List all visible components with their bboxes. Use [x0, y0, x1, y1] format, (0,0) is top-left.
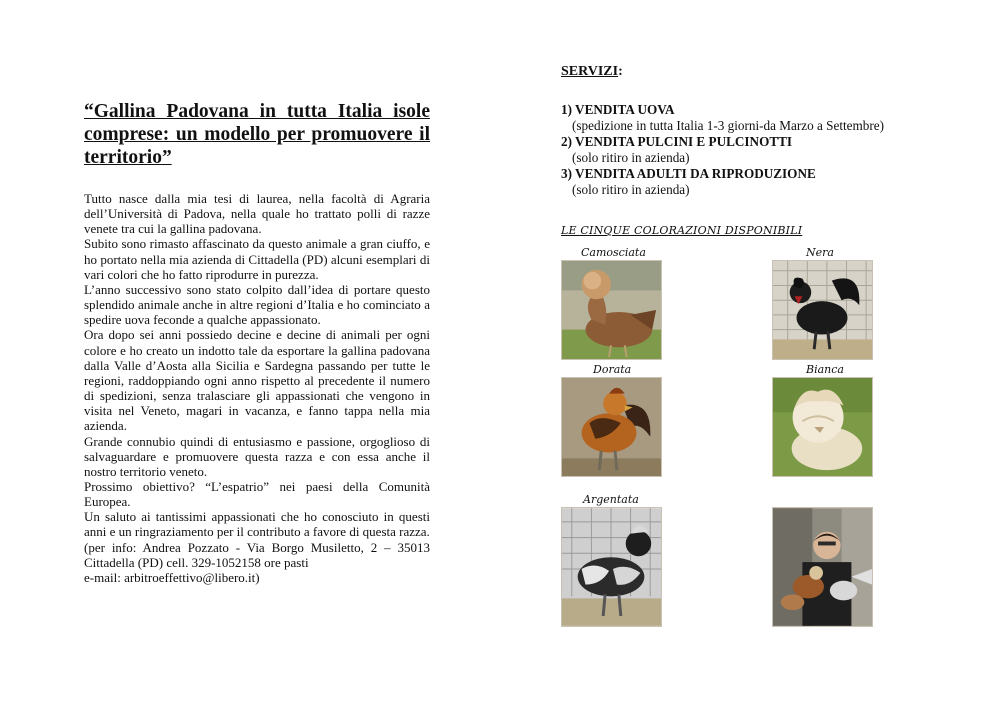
article-paragraph: Subito sono rimasto affascinato da questo animale a gran ciuffo, e ho portato nella mia azienda di Cittadella (PD) alcuni esemplari di vari colori che ho fatto riprodurre in purezza.	[84, 236, 430, 282]
photo-label: Camosciata	[581, 246, 646, 259]
photo-label: Bianca	[806, 363, 844, 376]
photo-bianca	[772, 363, 873, 477]
photo-dorata	[561, 363, 662, 477]
photo-label: Argentata	[583, 493, 639, 506]
breeder-holding-chickens-photo	[772, 507, 873, 627]
article-title: “Gallina Padovana in tutta Italia isole comprese: un modello per promuovere il territorio”	[84, 101, 430, 168]
service-note: (solo ritiro in azienda)	[572, 182, 690, 197]
white-hen-photo	[772, 377, 873, 477]
service-note: (spedizione in tutta Italia 1-3 giorni-da Marzo a Settembre)	[572, 118, 884, 133]
photo-label	[772, 493, 873, 507]
golden-rooster-photo	[561, 377, 662, 477]
article-paragraph: Ora dopo sei anni possiedo decine e decine di animali per ogni colore e ho creato un indotto tale da esportare la gallina padovana dalla Valle d’Aosta alla Sicilia e Sardegna passando per tutte le regioni, raddoppiando ogni anno rispetto al precedente il numero di spedizioni, senza tralasciare gli appassionati che vengono in visita nel Veneto, magari in vacanza, e fanno tappa nella mia azienda.	[84, 327, 430, 434]
photo-camosciata	[561, 246, 662, 360]
black-rooster-photo	[772, 260, 873, 360]
buff-hen-photo	[561, 260, 662, 360]
photo-breeder	[772, 493, 873, 627]
article-body	[84, 191, 430, 585]
services-heading-text: SERVIZI	[561, 64, 619, 79]
service-item	[561, 102, 921, 134]
photo-nera	[772, 246, 873, 360]
service-item	[561, 166, 921, 198]
service-note: (solo ritiro in azienda)	[572, 150, 690, 165]
services-heading	[561, 64, 921, 80]
silver-rooster-photo	[561, 507, 662, 627]
article-column	[84, 100, 430, 585]
contact-email: e-mail: arbitroeffettivo@libero.it)	[84, 569, 260, 585]
service-name: 3) VENDITA ADULTI DA RIPRODUZIONE	[561, 166, 816, 181]
article-paragraph: L’anno successivo sono stato colpito dall’idea di portare questo splendido animale anche in altre regioni d’Italia e ho cominciato a spedire uova feconde a qualche appassionato.	[84, 281, 430, 328]
contact-info: (per info: Andrea Pozzato - Via Borgo Musiletto, 2 – 35013 Cittadella (PD) cell. 329-1052158 ore pasti	[84, 539, 430, 570]
photo-argentata	[561, 493, 662, 627]
article-paragraph: Un saluto ai tantissimi appassionati che ho conosciuto in questi anni e un ringraziamento per il contributo a favore di questa razza.	[84, 509, 430, 540]
article-paragraph: Tutto nasce dalla mia tesi di laurea, nella facoltà di Agraria dell’Università di Padova, nella quale ho trattato polli di razze venete tra cui la gallina padovana.	[84, 191, 430, 237]
service-name: 2) VENDITA PULCINI E PULCINOTTI	[561, 134, 793, 149]
article-paragraph: Grande connubio quindi di entusiasmo e passione, orgoglioso di salvaguardare e promuovere questa razza e con essa anche il nostro territorio veneto.	[84, 433, 430, 479]
service-item	[561, 134, 921, 166]
photo-label: Nera	[806, 246, 834, 259]
services-heading-colon: :	[618, 64, 623, 79]
services-column	[561, 64, 921, 237]
article-paragraph: Prossimo obiettivo? “L’espatrio” nei paesi della Comunità Europea.	[84, 478, 430, 510]
photo-label: Dorata	[593, 363, 632, 376]
service-name: 1) VENDITA UOVA	[561, 102, 675, 117]
colors-heading: LE CINQUE COLORAZIONI DISPONIBILI	[561, 224, 803, 237]
